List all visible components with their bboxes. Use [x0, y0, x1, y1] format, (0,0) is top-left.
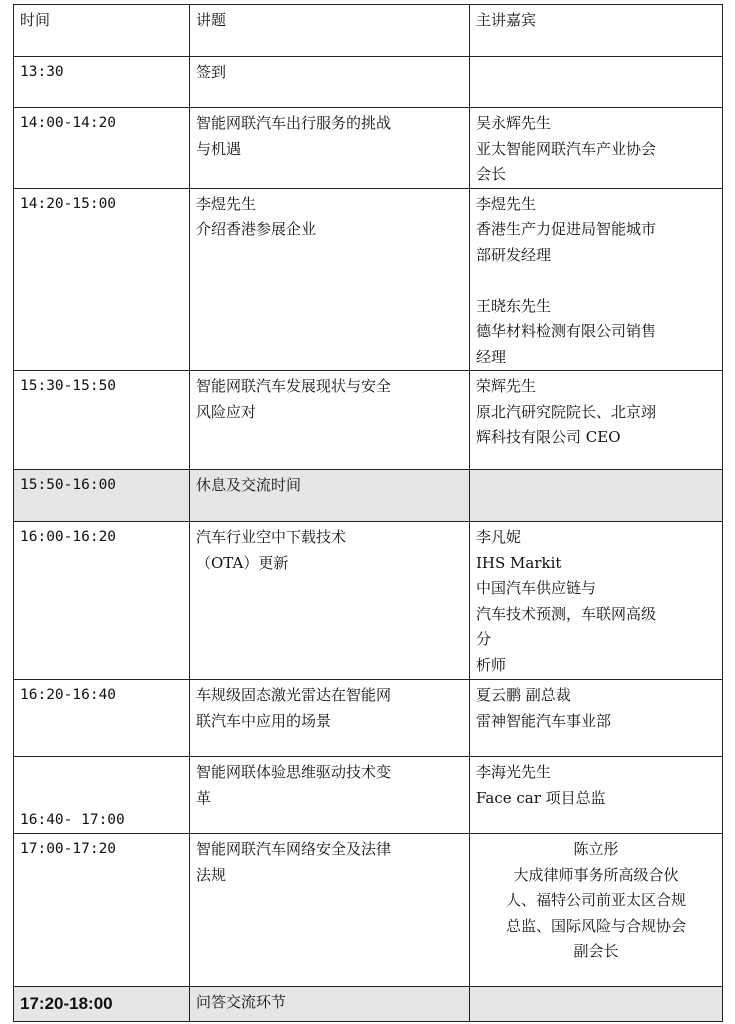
speaker-line: 人、福特公司前亚太区合规	[505, 891, 686, 909]
row-topic	[190, 108, 470, 189]
time-text: 17:20-18:00	[20, 994, 113, 1014]
row-time	[14, 108, 190, 189]
topic-line: 智能网联体验思维驱动技术变	[196, 763, 392, 781]
row-time	[14, 834, 190, 987]
speaker-line: 汽车技术预测，车联网高级	[476, 604, 657, 623]
speaker-line: 吴永辉先生	[476, 114, 552, 132]
speaker-line: 亚太智能网联汽车产业协会	[476, 139, 657, 158]
table-row	[14, 834, 723, 987]
time-text: 16:20-16:40	[20, 687, 117, 703]
row-topic	[190, 834, 470, 987]
speaker-line: 原北汽研究院院长、北京翊	[476, 402, 657, 421]
table-row	[14, 757, 723, 834]
speaker-line: 副会长	[573, 942, 619, 960]
row-speaker	[470, 522, 723, 680]
topic-line: 与机遇	[196, 139, 242, 158]
topic-line: 问答交流环节	[196, 993, 287, 1011]
row-time	[14, 188, 190, 371]
header-row	[14, 5, 723, 57]
row-time	[14, 757, 190, 834]
topic-line: 革	[196, 788, 212, 807]
speaker-line: 经理	[476, 347, 507, 366]
speaker-line: 析师	[476, 655, 507, 674]
table-row	[14, 371, 723, 470]
table-row	[14, 57, 723, 108]
topic-line: 签到	[196, 63, 227, 81]
speaker-line: 李煜先生	[476, 194, 537, 213]
speaker-line: 李凡妮	[476, 528, 522, 546]
speaker-line: Face car 项目总监	[476, 788, 606, 807]
speaker-line: 分	[476, 630, 492, 648]
row-topic	[190, 188, 470, 371]
row-time	[14, 371, 190, 470]
topic-line: 智能网联汽车出行服务的挑战	[196, 114, 392, 132]
table-row	[14, 987, 723, 1022]
time-text: 14:20-15:00	[20, 195, 117, 212]
row-topic	[190, 57, 470, 108]
speaker-gap	[476, 268, 716, 294]
time-text: 17:00-17:20	[20, 841, 117, 857]
row-topic	[190, 470, 470, 522]
row-speaker	[470, 987, 723, 1022]
row-topic	[190, 987, 470, 1022]
speaker-line: 辉科技有限公司 CEO	[476, 428, 621, 446]
table-row	[14, 470, 723, 522]
topic-line: 李煜先生	[196, 194, 257, 213]
row-topic	[190, 522, 470, 680]
row-speaker	[470, 108, 723, 189]
topic-line: 风险应对	[196, 402, 257, 421]
row-time	[14, 57, 190, 108]
time-text: 15:50-16:00	[20, 477, 117, 493]
table-row	[14, 188, 723, 371]
topic-line: 汽车行业空中下载技术	[196, 528, 347, 546]
row-time	[14, 522, 190, 680]
table-row	[14, 522, 723, 680]
header-speaker-text: 主讲嘉宾	[476, 11, 537, 29]
speaker-line: 陈立彤	[573, 840, 619, 858]
header-time-text: 时间	[20, 11, 51, 29]
row-speaker	[470, 470, 723, 522]
row-time	[14, 987, 190, 1022]
speaker-line: 会长	[476, 165, 507, 183]
topic-line: 智能网联汽车网络安全及法律	[196, 840, 392, 858]
table-row	[14, 680, 723, 757]
speaker-line: 德华材料检测有限公司销售	[476, 322, 657, 340]
header-speaker	[470, 5, 723, 57]
speaker-line: 李海光先生	[476, 763, 552, 781]
agenda-table	[13, 4, 723, 1022]
speaker-line: 香港生产力促进局智能城市	[476, 220, 657, 238]
topic-line: 休息及交流时间	[196, 476, 302, 494]
header-topic	[190, 5, 470, 57]
row-speaker	[470, 757, 723, 834]
header-topic-text: 讲题	[196, 11, 227, 29]
time-text: 15:30-15:50	[20, 378, 117, 394]
time-text: 16:00-16:20	[20, 529, 117, 545]
row-time	[14, 470, 190, 522]
row-topic	[190, 371, 470, 470]
speaker-line: 夏云鹏 副总裁	[476, 686, 571, 704]
topic-line: 联汽车中应用的场景	[196, 711, 332, 730]
row-speaker	[470, 371, 723, 470]
table-row	[14, 108, 723, 189]
speaker-line: 部研发经理	[476, 245, 552, 264]
row-speaker	[470, 188, 723, 371]
speaker-line: 大成律师事务所高级合伙	[513, 865, 679, 884]
speaker-line: 中国汽车供应链与	[476, 579, 597, 597]
speaker-line: 王晓东先生	[476, 296, 552, 315]
row-speaker	[470, 57, 723, 108]
row-speaker	[470, 834, 723, 987]
time-text: 16:40- 17:00	[20, 811, 125, 828]
row-topic	[190, 757, 470, 834]
topic-line: 智能网联汽车发展现状与安全	[196, 377, 392, 395]
speaker-line: 雷神智能汽车事业部	[476, 711, 612, 730]
topic-line: 介绍香港参展企业	[196, 220, 317, 238]
topic-line: （OTA）更新	[196, 553, 289, 572]
speaker-line: 荣辉先生	[476, 377, 537, 395]
row-speaker	[470, 680, 723, 757]
time-text: 13:30	[20, 64, 64, 80]
header-time	[14, 5, 190, 57]
row-time	[14, 680, 190, 757]
speaker-line: IHS Markit	[476, 553, 562, 572]
topic-line: 车规级固态激光雷达在智能网	[196, 686, 392, 704]
topic-line: 法规	[196, 865, 227, 884]
time-text: 14:00-14:20	[20, 115, 117, 131]
speaker-line: 总监、国际风险与合规协会	[505, 916, 686, 935]
row-topic	[190, 680, 470, 757]
